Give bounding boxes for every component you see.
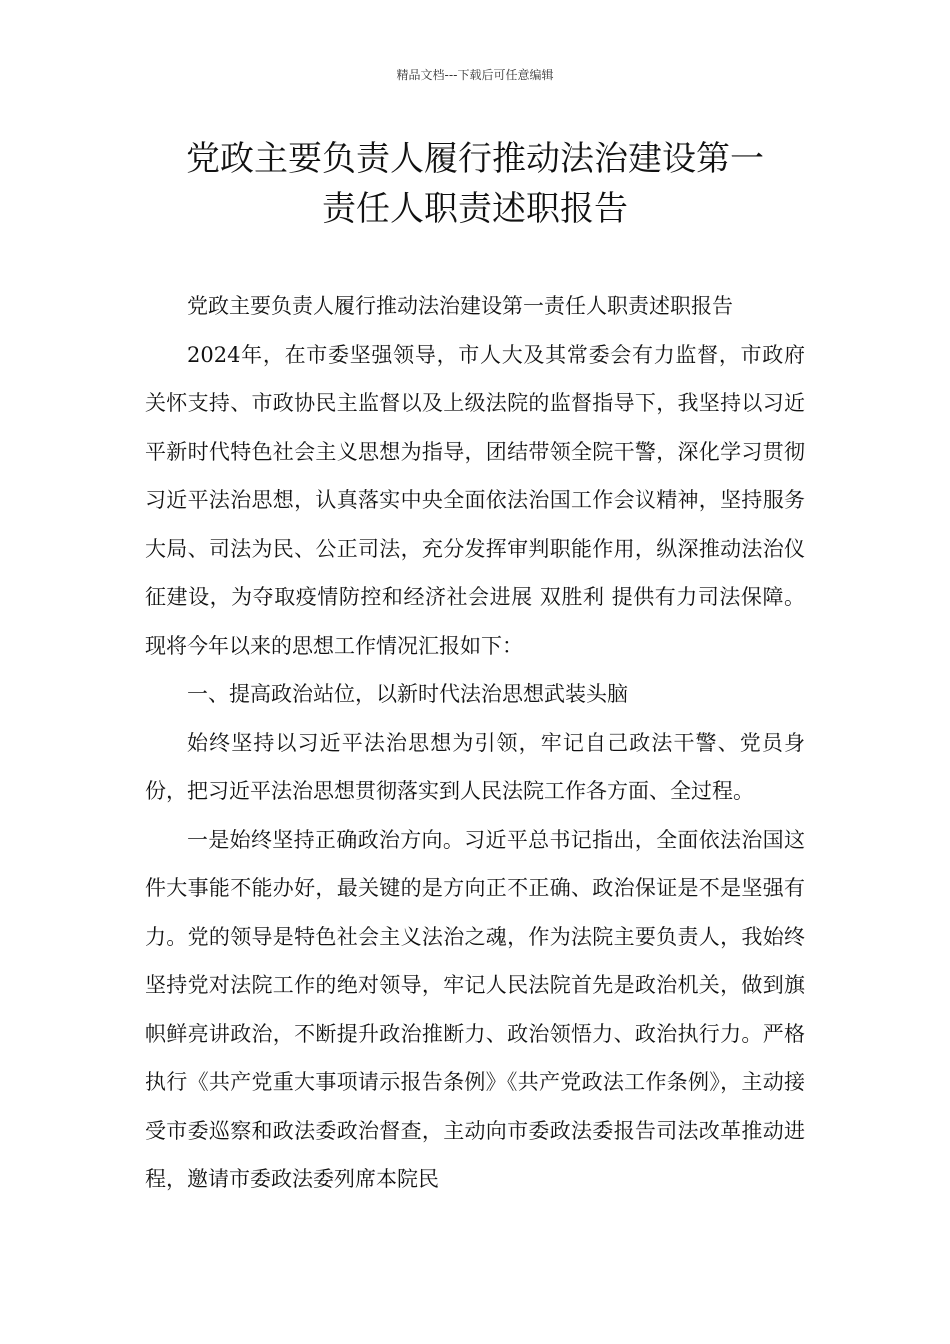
paragraph-section-1-intro: 始终坚持以习近平法治思想为引领，牢记自己政法干警、党员身份，把习近平法治思想贯彻落实到人民法院工作各方面、全过程。 <box>145 730 805 803</box>
header-note: 精品文档---下载后可任意编辑 <box>396 68 554 82</box>
title-line-1: 党政主要负责人履行推动法治建设第一 <box>186 139 764 179</box>
document-title <box>120 134 830 234</box>
document-body <box>145 282 805 1204</box>
paragraph-point-1: 一是始终坚持正确政治方向。习近平总书记指出，全面依法治国这件大事能不能办好，最关键的是方向正不正确、政治保证是不是坚强有力。党的领导是特色社会主义法治之魂，作为法院主要负责人，我始终坚持党对法院工作的绝对领导，牢记人民法院首先是政治机关，做到旗帜鲜亮讲政治，不断提升政治推断力、政治领悟力、政治执行力。严格执行《共产党重大事项请示报告条例》《共产党政法工作条例》，主动接受市委巡察和政法委政治督查，主动向市委政法委报告司法改革推动进程，邀请市委政法委列席本院民 <box>145 827 805 1191</box>
section-heading-1: 一、提高政治站位，以新时代法治思想武装头脑 <box>187 682 628 706</box>
paragraph-intro: 2024年，在市委坚强领导，市人大及其常委会有力监督，市政府关怀支持、市政协民主监督以及上级法院的监督指导下，我坚持以习近平新时代特色社会主义思想为指导，团结带领全院干警，深化学习贯彻习近平法治思想，认真落实中央全面依法治国工作会议精神，坚持服务大局、司法为民、公正司法，充分发挥审判职能作用，纵深推动法治仪征建设，为夺取疫情防控和经济社会进展 双胜利 提供有力司法保障。现将今年以来的思想工作情况汇报如下： <box>145 342 805 658</box>
title-line-2: 责任人职责述职报告 <box>322 189 628 229</box>
paragraph-subtitle: 党政主要负责人履行推动法治建设第一责任人职责述职报告 <box>187 294 733 318</box>
